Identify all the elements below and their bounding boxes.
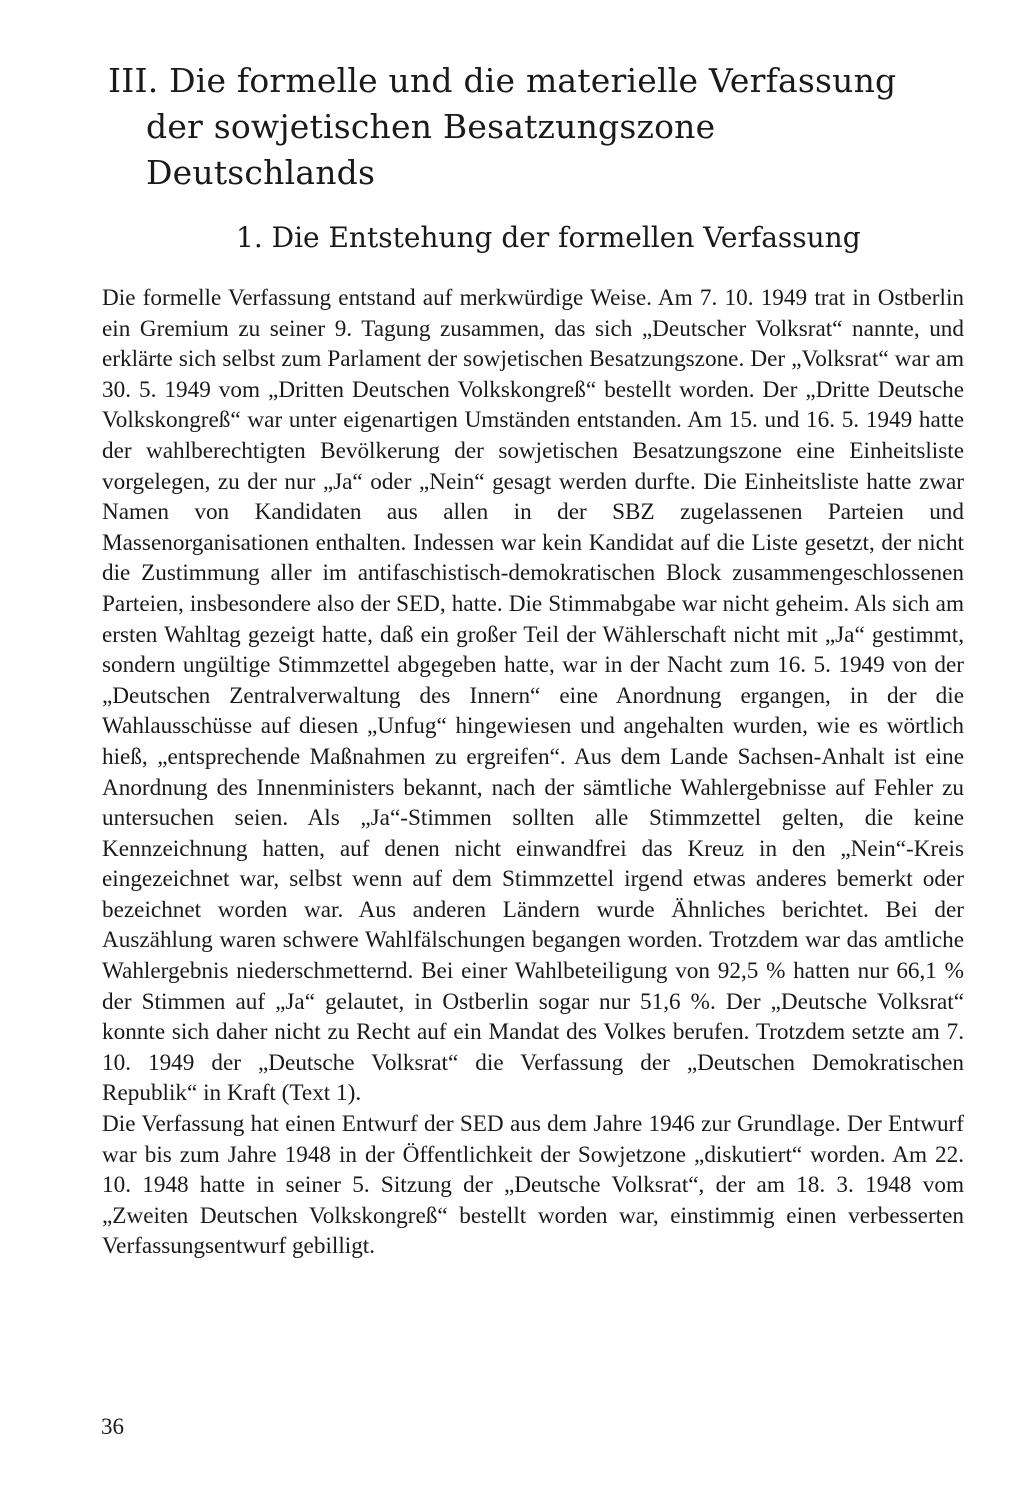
chapter-title-line-1: III. Die formelle und die materielle Verfassung	[108, 61, 897, 100]
chapter-title-line-2: der sowjetischen Besatzungszone Deutschlands	[146, 107, 716, 192]
paragraph-2: Die Verfassung hat einen Entwurf der SED aus dem Jahre 1946 zur Grundlage. Der Entwurf war bis zum Jahre 1948 in der Öffentlichkeit der Sowjetzone „diskutiert“ worden. Am 22. 10. 1948 hatte in seiner 5. Sitzung der „Deutsche Volksrat“, der am 18. 3. 1948 vom „Zweiten Deutschen Volkskongreß“ bestellt worden war, einstimmig einen verbesserten Verfassungsentwurf gebilligt.	[102, 1111, 964, 1260]
body-text	[102, 283, 964, 1262]
section-title: 1. Die Entstehung der formellen Verfassung	[236, 221, 861, 254]
chapter-title	[108, 58, 928, 196]
paragraph-1: Die formelle Verfassung entstand auf merkwürdige Weise. Am 7. 10. 1949 trat in Ostberlin ein Gremium zu seiner 9. Tagung zusammen, das sich „Deutscher Volksrat“ nannte, und erklärte sich selbst zum Parlament der sowjetischen Besatzungszone. Der „Volksrat“ war am 30. 5. 1949 vom „Dritten Deutschen Volkskongreß“ bestellt worden. Der „Dritte Deutsche Volkskongreß“ war unter eigenartigen Umständen entstanden. Am 15. und 16. 5. 1949 hatte der wahlberechtigten Bevölkerung der sowjetischen Besatzungszone eine Einheitsliste vorgelegen, zu der nur „Ja“ oder „Nein“ gesagt werden durfte. Die Einheitsliste hatte zwar Namen von Kandidaten aus allen in der SBZ zugelassenen Parteien und Massenorganisationen enthalten. Indessen war kein Kandidat auf die Liste gesetzt, der nicht die Zustimmung aller im antifaschistisch-demokratischen Block zusammengeschlossenen Parteien, insbesondere also der SED, hatte. Die Stimmabgabe war nicht geheim. Als sich am ersten Wahltag gezeigt hatte, daß ein großer Teil der Wählerschaft nicht mit „Ja“ gestimmt, sondern ungültige Stimmzettel abgegeben hatte, war in der Nacht zum 16. 5. 1949 von der „Deutschen Zentralverwaltung des Innern“ eine Anordnung ergangen, in der die Wahlausschüsse auf diesen „Unfug“ hingewiesen und angehalten wurden, wie es wörtlich hieß, „entsprechende Maßnahmen zu ergreifen“. Aus dem Lande Sachsen-Anhalt ist eine Anordnung des Innenministers bekannt, nach der sämtliche Wahlergebnisse auf Fehler zu untersuchen seien. Als „Ja“-Stimmen sollten alle Stimmzettel gelten, die keine Kennzeichnung hatten, auf denen nicht einwandfrei das Kreuz in den „Nein“-Kreis eingezeichnet war, selbst wenn auf dem Stimmzettel irgend etwas anderes bemerkt oder bezeichnet worden war. Aus anderen Ländern wurde Ähnliches berichtet. Bei der Auszählung waren schwere Wahlfälschungen begangen worden. Trotzdem war das amtliche Wahlergebnis niederschmetternd. Bei einer Wahlbeteiligung von 92,5 % hatten nur 66,1 % der Stimmen auf „Ja“ gelautet, in Ostberlin sogar nur 51,6 %. Der „Deutsche Volksrat“ konnte sich daher nicht zu Recht auf ein Mandat des Volkes berufen. Trotzdem setzte am 7. 10. 1949 der „Deutsche Volksrat“ die Verfassung der „Deutschen Demokratischen Republik“ in Kraft (Text 1).	[102, 285, 964, 1107]
page-number: 36	[101, 1414, 124, 1439]
